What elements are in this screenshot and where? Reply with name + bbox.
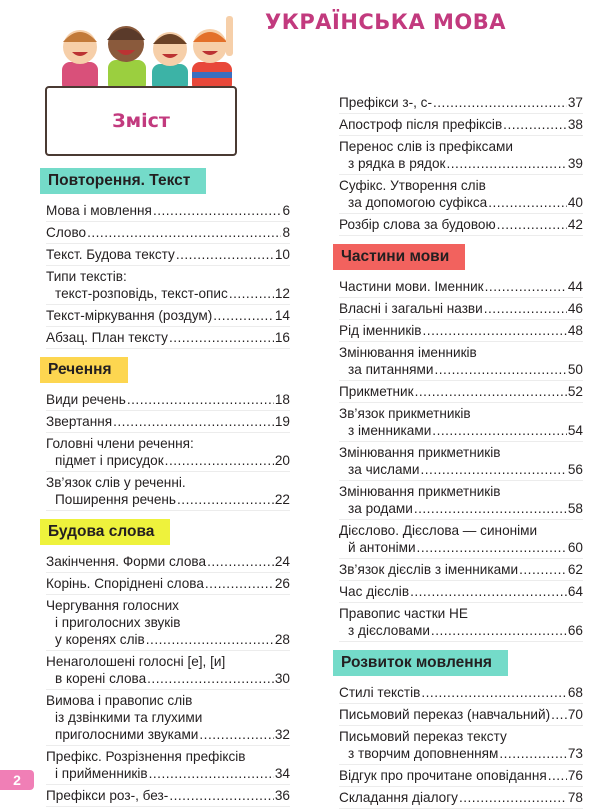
toc-entry-page: 8 [282, 225, 290, 240]
page-number: 2 [0, 770, 34, 790]
toc-entry[interactable] [46, 389, 290, 411]
toc-right-column [339, 92, 583, 809]
toc-entry[interactable] [339, 581, 583, 603]
toc-entry-page: 38 [567, 117, 583, 132]
toc-entry[interactable] [46, 266, 290, 305]
toc-entry-page: 28 [274, 632, 290, 647]
dot-leader [432, 422, 567, 439]
toc-entry-title: Зв’язок прикметників [339, 406, 471, 421]
toc-entry[interactable] [339, 92, 583, 114]
dot-leader [113, 413, 274, 430]
toc-entry[interactable] [46, 222, 290, 244]
dot-leader [551, 706, 567, 723]
toc-entry-page: 73 [567, 746, 583, 761]
toc-entry[interactable] [339, 175, 583, 214]
toc-entry-title: Рід іменників [339, 323, 422, 338]
toc-entry[interactable] [46, 433, 290, 472]
toc-entry[interactable] [46, 573, 290, 595]
dot-leader [199, 726, 273, 743]
toc-entry[interactable] [339, 559, 583, 581]
dot-leader [147, 670, 274, 687]
toc-entry-page: 46 [567, 301, 583, 316]
dot-leader [420, 461, 566, 478]
toc-entry-title: Суфікс. Утворення слів [339, 178, 486, 193]
toc-entry[interactable] [46, 327, 290, 349]
toc-entry-title: Закінчення. Форми слова [46, 554, 207, 569]
toc-entry-title: у коренях слів [55, 632, 145, 647]
toc-entry-title: в корені слова [55, 671, 147, 686]
toc-left-column [46, 168, 290, 807]
toc-entry[interactable] [339, 403, 583, 442]
toc-entry[interactable] [339, 765, 583, 787]
dot-leader [434, 361, 566, 378]
toc-entry-page: 24 [274, 554, 290, 569]
toc-entry-page: 54 [567, 423, 583, 438]
toc-entry-page: 30 [274, 671, 290, 686]
toc-entry-page: 64 [567, 584, 583, 599]
toc-entry-title: Чергування голосних [46, 598, 179, 613]
toc-entry[interactable] [339, 342, 583, 381]
toc-entry-title: Абзац. План тексту [46, 330, 168, 345]
toc-entry-title: з іменниками [348, 423, 432, 438]
section-header: Речення [40, 357, 128, 383]
toc-entry[interactable] [46, 785, 290, 807]
toc-entry-title: із дзвінкими та глухими [55, 710, 203, 725]
dot-leader [447, 155, 567, 172]
toc-entry-title: Прикметник [339, 384, 414, 399]
toc-entry-title: Апостроф після префіксів [339, 117, 503, 132]
dot-leader [431, 622, 567, 639]
toc-entry-title: Складання діалогу [339, 790, 458, 805]
toc-entry[interactable] [46, 200, 290, 222]
dot-leader [548, 767, 567, 784]
toc-entry-page: 26 [274, 576, 290, 591]
toc-entry-title: Види речень [46, 392, 126, 407]
toc-entry-page: 12 [274, 286, 290, 301]
dot-leader [423, 322, 567, 339]
toc-entry-page: 22 [274, 492, 290, 507]
toc-entry-page: 32 [274, 727, 290, 742]
toc-entry-title: приголосними звуками [55, 727, 199, 742]
dot-leader [484, 300, 567, 317]
toc-entry[interactable] [46, 472, 290, 511]
toc-entry[interactable] [339, 114, 583, 136]
toc-entry-title: Письмовий переказ (навчальний) [339, 707, 551, 722]
toc-entry-title: Час дієслів [339, 584, 410, 599]
toc-entry-page: 34 [274, 766, 290, 781]
toc-entry-title: Корінь. Споріднені слова [46, 576, 204, 591]
dot-leader [213, 307, 274, 324]
dot-leader [87, 224, 281, 241]
toc-entry-title: Слово [46, 225, 87, 240]
dot-leader [459, 789, 567, 806]
toc-entry[interactable] [339, 704, 583, 726]
toc-entry-title: за допомогою суфікса [348, 195, 488, 210]
section-header: Частини мови [333, 244, 465, 270]
dot-leader [410, 583, 567, 600]
toc-entry-title: Перенос слів із префіксами [339, 139, 513, 154]
toc-entry-title: Розбір слова за будовою [339, 217, 496, 232]
children-illustration [40, 12, 240, 92]
toc-entry-title: за родами [348, 501, 413, 516]
toc-entry-page: 19 [274, 414, 290, 429]
toc-entry[interactable] [339, 603, 583, 642]
toc-entry-title: підмет і присудок [55, 453, 164, 468]
contents-sign [45, 86, 237, 156]
toc-entry[interactable] [46, 305, 290, 327]
toc-entry-page: 48 [567, 323, 583, 338]
toc-entry-title: Префікси роз-, без- [46, 788, 169, 803]
toc-entry-title: Змінювання прикметників [339, 484, 501, 499]
dot-leader [205, 575, 274, 592]
toc-entry-page: 36 [274, 788, 290, 803]
dot-leader [499, 745, 567, 762]
toc-entry-page: 66 [567, 623, 583, 638]
toc-entry-title: Стилі текстів [339, 685, 421, 700]
toc-entry-title: Змінювання іменників [339, 345, 477, 360]
toc-entry-page: 40 [567, 195, 583, 210]
toc-entry-page: 16 [274, 330, 290, 345]
toc-entry-page: 6 [282, 203, 290, 218]
dot-leader [229, 285, 274, 302]
dot-leader [421, 684, 567, 701]
toc-entry[interactable] [339, 298, 583, 320]
toc-entry[interactable] [46, 244, 290, 266]
toc-entry[interactable] [46, 651, 290, 690]
toc-entry[interactable] [46, 595, 290, 651]
toc-entry-title: Префікс. Розрізнення префіксів [46, 749, 246, 764]
toc-entry-title: за питаннями [348, 362, 434, 377]
toc-entry-title: Звертання [46, 414, 113, 429]
toc-entry-page: 39 [567, 156, 583, 171]
toc-entry-page: 50 [567, 362, 583, 377]
toc-entry-title: з творчим доповненням [348, 746, 499, 761]
toc-entry-title: за числами [348, 462, 420, 477]
toc-entry[interactable] [339, 442, 583, 481]
toc-entry-page: 37 [567, 95, 583, 110]
toc-entry-title: Дієслово. Дієслова — синоніми [339, 523, 538, 538]
toc-entry[interactable] [46, 690, 290, 746]
dot-leader [519, 561, 567, 578]
toc-entry[interactable] [339, 214, 583, 236]
toc-entry-title: Текст-міркування (роздум) [46, 308, 213, 323]
toc-entry-title: Ненаголошені голосні [е], [и] [46, 654, 226, 669]
dot-leader [127, 391, 274, 408]
toc-entry-title: Письмовий переказ тексту [339, 729, 507, 744]
toc-entry[interactable] [339, 381, 583, 403]
toc-entry-title: Головні члени речення: [46, 436, 194, 451]
dot-leader [417, 539, 567, 556]
section-header: Будова слова [40, 519, 170, 545]
toc-entry-title: Вимова і правопис слів [46, 693, 193, 708]
toc-entry[interactable] [339, 726, 583, 765]
toc-entry-title: Власні і загальні назви [339, 301, 483, 316]
toc-entry[interactable] [339, 276, 583, 298]
toc-entry[interactable] [339, 787, 583, 809]
child-2 [107, 26, 146, 92]
dot-leader [488, 194, 567, 211]
toc-entry-page: 44 [567, 279, 583, 294]
dot-leader [497, 216, 567, 233]
dot-leader [169, 787, 274, 804]
dot-leader [503, 116, 567, 133]
toc-entry-page: 56 [567, 462, 583, 477]
toc-entry[interactable] [46, 551, 290, 573]
toc-entry[interactable] [339, 320, 583, 342]
dot-leader [485, 278, 567, 295]
toc-entry-page: 20 [274, 453, 290, 468]
toc-entry-title: Змінювання прикметників [339, 445, 501, 460]
toc-entry[interactable] [339, 682, 583, 704]
toc-entry[interactable] [339, 136, 583, 175]
contents-heading: Зміст [112, 110, 170, 132]
toc-entry-title: Відгук про прочитане оповідання [339, 768, 547, 783]
dot-leader [169, 329, 274, 346]
child-3 [152, 32, 188, 92]
dot-leader [146, 631, 274, 648]
toc-entry-title: Типи текстів: [46, 269, 127, 284]
dot-leader [153, 202, 282, 219]
toc-entry[interactable] [339, 520, 583, 559]
dot-leader [149, 765, 274, 782]
dot-leader [207, 553, 274, 570]
toc-entry[interactable] [46, 411, 290, 433]
dot-leader [414, 500, 567, 517]
toc-entry-title: Зв’язок дієслів з іменниками [339, 562, 519, 577]
toc-entry-title: Префікси з-, с- [339, 95, 432, 110]
toc-entry-title: і приголосних звуків [55, 615, 181, 630]
toc-entry-title: Зв’язок слів у реченні. [46, 475, 186, 490]
toc-entry-page: 68 [567, 685, 583, 700]
toc-entry-title: Правопис частки НЕ [339, 606, 468, 621]
toc-entry-page: 60 [567, 540, 583, 555]
dot-leader [415, 383, 567, 400]
section-header: Повторення. Текст [40, 168, 206, 194]
toc-entry-title: Частини мови. Іменник [339, 279, 484, 294]
toc-entry-title: текст-розповідь, текст-опис [55, 286, 228, 301]
toc-entry-page: 58 [567, 501, 583, 516]
toc-entry-title: і прийменників [55, 766, 148, 781]
toc-entry-page: 10 [274, 247, 290, 262]
toc-entry-title: й антоніми [348, 540, 416, 555]
toc-entry-title: Мова і мовлення [46, 203, 152, 218]
section-header: Розвиток мовлення [333, 650, 508, 676]
toc-entry-title: з рядка в рядок [348, 156, 446, 171]
dot-leader [165, 452, 274, 469]
toc-entry-page: 76 [567, 768, 583, 783]
toc-entry[interactable] [339, 481, 583, 520]
toc-entry[interactable] [46, 746, 290, 785]
toc-entry-page: 14 [274, 308, 290, 323]
toc-entry-title: Текст. Будова тексту [46, 247, 175, 262]
toc-entry-title: Поширення речень [55, 492, 177, 507]
toc-entry-page: 78 [567, 790, 583, 805]
dot-leader [433, 94, 567, 111]
toc-entry-page: 18 [274, 392, 290, 407]
toc-entry-title: з дієсловами [348, 623, 430, 638]
dot-leader [177, 491, 274, 508]
toc-entry-page: 42 [567, 217, 583, 232]
toc-entry-page: 52 [567, 384, 583, 399]
toc-entry-page: 70 [567, 707, 583, 722]
dot-leader [176, 246, 274, 263]
child-4 [192, 16, 233, 92]
subject-title: УКРАЇНСЬКА МОВА [265, 10, 507, 34]
toc-entry-page: 62 [567, 562, 583, 577]
child-1 [62, 30, 98, 92]
